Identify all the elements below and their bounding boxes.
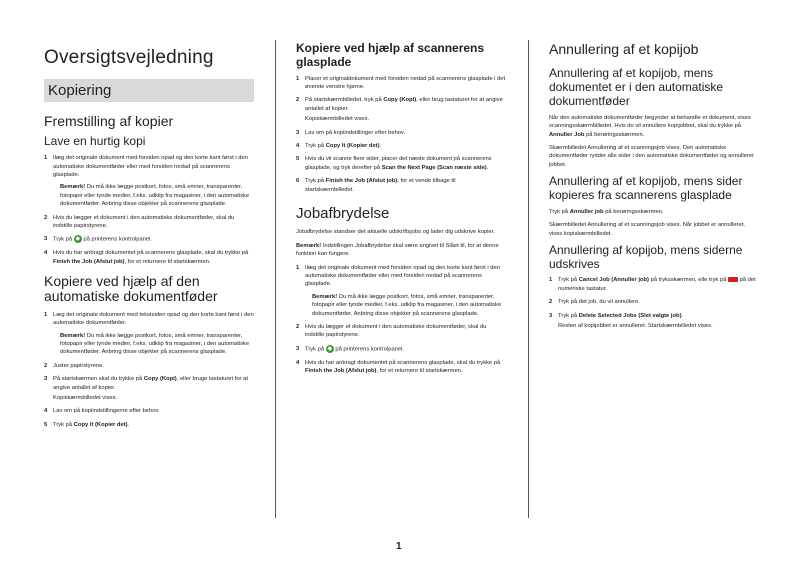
document-title: Oversigtsvejledning [44,47,214,68]
heading-annul-glas: Annullering af et kopijob, mens sider kopieres fra scannerens glasplade [549,174,743,202]
heading-jobafbrydelse: Jobafbrydelse [296,204,390,222]
list-item: 6 Tryk på Finish the Job (Afslut job), for et vende tilbage til startskærmbilledet. [296,178,456,193]
list-item: 4 Hvis du har anbragt dokumentet på scannerens glasplade, skal du trykke på Finish the Job (Afslut job), for et returnere til startskærmen. [44,250,249,265]
list-item: 4 Lav om på kopiindstillingerne efter behov. [44,408,160,415]
list-item: 1 Læg det originale dokument med tekstsiden opad og den korte kant først i den automatiske dokumentføder. Bemærk! Du må ikke lægge postkort, fotos, små emner, transparenter, fotopapir eller tynde medier, f.eks. udklip fra magasiner, i den automatiske dokumentføder. Anbring disse objekter på scannerens glasplade. [44,311,254,356]
list-item: 4 Tryk på Copy It (Kopier det). [296,142,382,149]
heading-fremstilling: Fremstilling af kopier [44,113,174,129]
glass-steps [296,75,506,194]
list-item: 3 På startskærmen skal du trykke på Copy (Kopi), eller bruge tastaturet for at angive antallet af kopier. Kopiskærmbilledet vises. [44,376,248,401]
list-item: 2 Hvis du lægger et dokument i den automatiske dokumentføder, skal du indstille papirstyrene. [296,323,487,339]
column-divider-1 [275,40,276,518]
interrupt-note: Bemærk! Indstillingen Jobafbrydelse skal være angivet til Slået til, for at denne funktion kan fungere. [296,242,499,258]
list-item: 3 Lav om på kopiindstillinger efter behov. [296,129,406,136]
note: Bemærk! Du må ikke lægge postkort, fotos, små emner, transparenter, fotopapir eller tynde medier, f.eks. udklip fra magasiner, i den automatiske dokumentføder. Anbring disse objekter på scannerens glasplade. [312,293,502,317]
list-item: 2 Juster papirstyrene. [44,362,104,369]
list-item: 3 Tryk på Delete Selected Jobs (Slet valgte job). Resten af kopijobbet er annulleret. Startskærmbilledet vises. [549,312,713,330]
list-item: 1 Placer et originaldokument med forsiden nedad på scannerens glasplade i det øverste venstre hjørne. [296,75,506,90]
quick-copy-steps [44,154,254,266]
list-item: 1 Tryk på Cancel Job (Annuller job) på tryksskærmen, elle tryk på på det numeriske tastatur. [549,277,756,292]
column-divider-2 [528,40,529,518]
column-3: Annullering af et kopijob Annullering af et kopijob, mens dokumentet er i den automatiske dokumentføder Når den automatiske dokumentføder begynder at behandle et dokument, vises scanningsskærmbilledet. Hvis du vil annullere kopijobbet, skal du trykke på Annuller Job på berøringsskærmen. Skærmbilledet Annullering af et scanningsjob vises. Den automatiske dokumentføder rydder alle sider i den automatiske dokumentføder og annullerer jobbet. Annullering af et kopijob, mens sider kopieres fra scannerens glasplade Tryk på Annuller job på berøringsskærmen. Skærmbilledet Annullering af et scanningsjob vises. Når jobbet er annulleret, vises kopiskærmbilledet. Annullering af kopijob, mens siderne udskrives 1 Tryk på Cancel Job (Annuller job) på tryksskærmen, elle tryk på på det numeriske tastatur. 2 Tryk på det job, du vil annullere. 3 Tryk på Delete Selected Jobs (Slet valgte job). Resten af kopijobbet er annulleret. Startskærmbilledet vises. [549,40,759,335]
list-item: 3 Tryk på ◆ på printerens kontrolpanel. [296,345,405,353]
note: Bemærk! Du må ikke lægge postkort, fotos, små emner, transparenter, fotopapir eller tynde medier, f.eks. udklip fra magasiner, i den automatiske dokumentføder. Anbring disse objekter på scannerens glasplade. [60,332,250,356]
list-item: 2 Hvis du lægger et dokument i den automatiske dokumentføder, skal du indstille papirstyrene. [44,214,235,229]
stop-key-icon [728,277,738,282]
interrupt-intro: Jobafbrydelse standser det aktuelle udskriftsjobs og lader dig udskrive kopier. [296,229,495,236]
heading-annullering: Annullering af et kopijob [549,41,699,57]
heading-hurtig-kopi: Lave en hurtig kopi [44,134,146,149]
heading-adf: Kopiere ved hjælp af den automatiske dokumentføder [44,273,218,305]
list-item: 3 Tryk på ◆ på printerens kontrolpanel. [44,236,153,243]
start-button-icon: ◆ [75,236,81,243]
list-item: 1 Ilæg det originale dokument med forsiden opad og den korte kant først i den automatiske dokumentføder eller med forsiden nedad på scannerens glasplade. Bemærk! Du må ikke lægge postkort, fotos, små emner, transparenter, fotopapir eller tynde medier, f.eks. udklip fra magasiner, i den automatiske dokumentføder. Anbring disse objekter på scannerens glasplade. [44,154,254,208]
heading-annul-print: Annullering af kopijob, mens siderne udskrives [549,242,743,271]
column-1 [44,40,254,434]
list-item: 4 Hvis du har anbragt dokumentet på scannerens glasplade, skal du trykke på Finish the Job (Afslut job), for et returnere til startskærmen. [296,359,501,374]
column-2 [296,40,506,380]
page-number: 1 [396,541,402,552]
heading-glasplade: Kopiere ved hjælp af scannerens glasplade [296,41,485,69]
list-item: 2 På startskærmbilledet, tryk på Copy (Kopi), eller brug tastaturet for at angive antallet af kopier. Kopiskærmbilledet vises. [296,97,503,123]
print-cancel-steps [549,276,759,330]
heading-annul-adf: Annullering af et kopijob, mens dokumentet er i den automatiske dokumentføder [549,66,724,108]
list-item: 5 Tryk på Copy It (Kopier det). [44,421,130,428]
adf-steps [44,311,254,429]
list-item: 1 Ilæg det originale dokument med forsiden opad og den korte kant først i den automatiske dokumentføder eller med forsiden nedad på scannerens glasplade. Bemærk! Du må ikke lægge postkort, fotos, små emner, transparenter, fotopapir eller tynde medier, f.eks. udklip fra magasiner, i den automatiske dokumentføder. Anbring disse objekter på scannerens glasplade. [296,264,506,318]
interrupt-steps [296,264,506,376]
section-banner-kopiering: Kopiering [44,79,254,102]
list-item: 2 Tryk på det job, du vil annullere. [549,299,640,306]
note: Bemærk! Du må ikke lægge postkort, fotos, små emner, transparenter, fotopapir eller tynde medier, f.eks. udklip fra magasiner, i den automatiske dokumentføder. Anbring disse objekter på scannerens glasplade. [60,184,250,208]
list-item: 5 Hvis du vil scanne flere sider, placer det næste dokument på scannerens glasplade, og tryk derefter på Scan the Next Page (Scan næste side). [296,156,492,171]
start-button-icon: ◆ [327,345,333,352]
